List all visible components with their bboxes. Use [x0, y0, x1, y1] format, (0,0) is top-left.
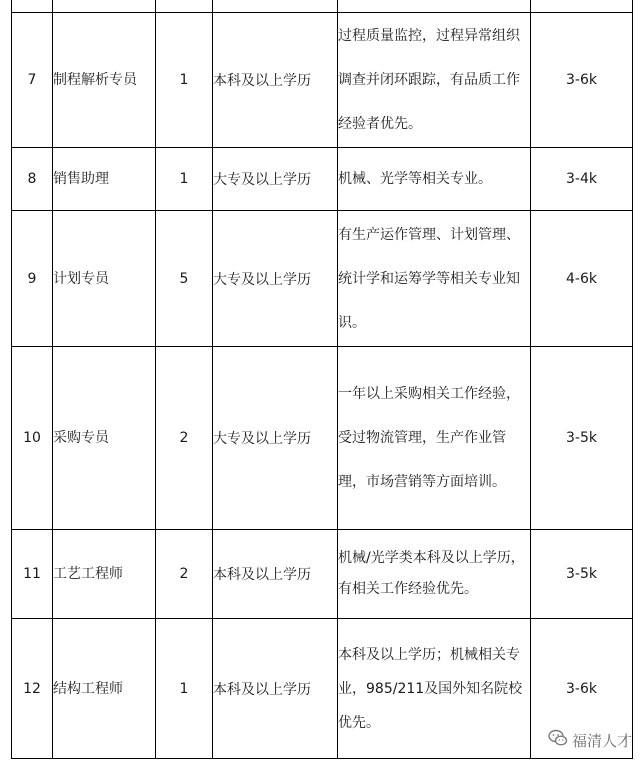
requirement: 本科及以上学历；机械相关专业，985/211及国外知名院校优先。: [338, 619, 531, 759]
salary: 4-6k: [531, 211, 633, 347]
table-row: [12, 619, 633, 759]
headcount: 1: [156, 619, 213, 759]
requirement: [338, 0, 531, 13]
job-title: 制程解析专员: [53, 13, 156, 148]
row-number: [12, 0, 53, 13]
salary: 3-5k: [531, 347, 633, 530]
wechat-icon: [548, 729, 568, 751]
table-row: [12, 211, 633, 347]
watermark-text: 福清人才: [571, 731, 632, 750]
headcount: 5: [156, 211, 213, 347]
job-title: 计划专员: [53, 211, 156, 347]
salary: [531, 0, 633, 13]
education: 本科及以上学历: [213, 530, 338, 619]
headcount: 2: [156, 530, 213, 619]
salary: 3-5k: [531, 530, 633, 619]
row-number: 12: [12, 619, 53, 759]
job-title: 结构工程师: [53, 619, 156, 759]
requirement: 机械/光学类本科及以上学历，有相关工作经验优先。: [338, 530, 531, 619]
headcount: 1: [156, 13, 213, 148]
salary: 3-6k: [531, 13, 633, 148]
row-number: 10: [12, 347, 53, 530]
row-number: 7: [12, 13, 53, 148]
headcount: [156, 0, 213, 13]
watermark: [548, 729, 632, 751]
table-row: [12, 148, 633, 211]
education: 大专及以上学历: [213, 211, 338, 347]
job-title: 工艺工程师: [53, 530, 156, 619]
job-title: 采购专员: [53, 347, 156, 530]
education: [213, 0, 338, 13]
salary: 3-4k: [531, 148, 633, 211]
education: 大专及以上学历: [213, 148, 338, 211]
requirement: 机械、光学等相关专业。: [338, 148, 531, 211]
row-number: 9: [12, 211, 53, 347]
table-row: [12, 0, 633, 13]
salary: 3-6k: [531, 619, 633, 759]
table-row: [12, 13, 633, 148]
education: 大专及以上学历: [213, 347, 338, 530]
table-row: [12, 530, 633, 619]
education: 本科及以上学历: [213, 619, 338, 759]
row-number: 8: [12, 148, 53, 211]
job-title: [53, 0, 156, 13]
requirement: 过程质量监控，过程异常组织调查并闭环跟踪，有品质工作经验者优先。: [338, 13, 531, 148]
job-title: 销售助理: [53, 148, 156, 211]
education: 本科及以上学历: [213, 13, 338, 148]
table-row: [12, 347, 633, 530]
row-number: 11: [12, 530, 53, 619]
job-table: [11, 0, 633, 759]
headcount: 1: [156, 148, 213, 211]
requirement: 一年以上采购相关工作经验，受过物流管理，生产作业管理，市场营销等方面培训。: [338, 347, 531, 530]
requirement: 有生产运作管理、计划管理、统计学和运筹学等相关专业知识。: [338, 211, 531, 347]
headcount: 2: [156, 347, 213, 530]
